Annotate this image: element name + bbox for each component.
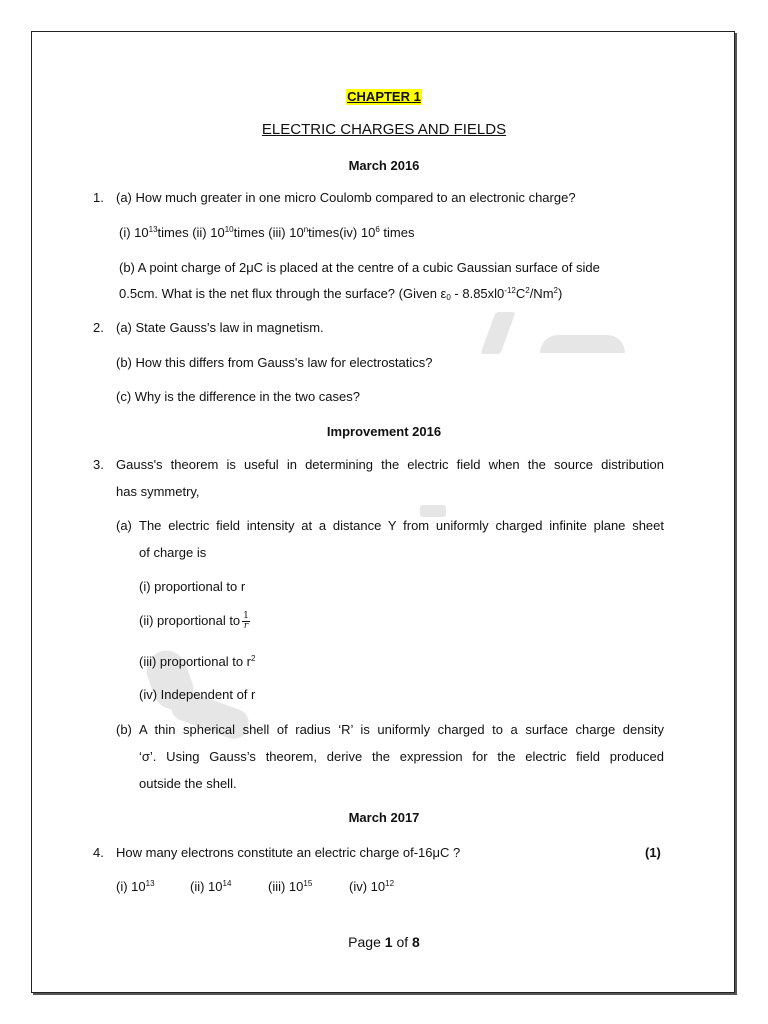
q1-options: (i) $10^{13}times$ (ii) $10^{10}times$ (iii) 10$^n$times(iv) $10^6$ times [119, 225, 415, 240]
q3-number: 3. [93, 457, 104, 472]
q1-number: 1. [93, 190, 104, 205]
q2-number: 2. [93, 320, 104, 335]
q3-line1: Gauss's theorem is useful in determining the electric field when the source distribution [116, 457, 664, 472]
q4-text: How many electrons constitute an electric charge of-16μC ? [116, 845, 461, 860]
q4-option-i: (i) $10^{13}$ [116, 879, 155, 894]
q4-option-iii: (iii) $10^{15}$ [268, 879, 313, 894]
q4-number: 4. [93, 845, 104, 860]
q3-part-a-line2: of charge is [139, 545, 207, 560]
q4-option-iv: (iv) $10^{12}$ [349, 879, 395, 894]
q3-part-b-label: (b) [116, 722, 132, 737]
q3-part-b-line1: A thin spherical shell of radius ‘R’ is uniformly charged to a surface charge density [139, 722, 664, 737]
fraction-one-over-r: $\frac{1}{r}$ [243, 611, 249, 631]
q1-part-a: (a) How much greater in one micro Coulomb compared to an electronic charge? [116, 190, 576, 205]
q3-option-i: (i) proportional to r [139, 579, 246, 594]
q1-part-b-line2: 0.5cm. What is the net flux through the surface? (Given $\varepsilon_0 - 8.85xl0^{-12}C^2/Nm^2$) [119, 286, 563, 302]
watermark-stroke [540, 335, 625, 353]
watermark-stroke [420, 505, 446, 517]
q3-part-b-line2: ‘σ’. Using Gauss’s theorem, derive the expression for the electric field produced [139, 749, 664, 764]
page-number: Page 1 of 8 [348, 934, 420, 950]
q3-part-b-line3: outside the shell. [139, 776, 237, 791]
q3-part-a-label: (a) [116, 518, 132, 533]
q3-option-iv: (iv) Independent of r [139, 687, 256, 702]
q2-part-a: (a) State Gauss's law in magnetism. [116, 320, 324, 335]
q2-part-c: (c) Why is the difference in the two cases? [116, 389, 360, 404]
q3-part-a-line1: The electric field intensity at a distance Y from uniformly charged infinite plane sheet [139, 518, 664, 533]
q4-marks: (1) [645, 845, 661, 860]
chapter-label: CHAPTER 1 [347, 89, 421, 104]
q3-option-ii: (ii) proportional to $\frac{1}{r}$ [139, 611, 249, 631]
section-improvement-2016: Improvement 2016 [326, 424, 442, 439]
chapter-heading [0, 89, 768, 105]
page-title: ELECTRIC CHARGES AND FIELDS [261, 121, 507, 138]
q3-option-iii: (iii) proportional to $r^2$ [139, 654, 256, 669]
q3-line2: has symmetry, [116, 484, 200, 499]
section-march-2016: March 2016 [348, 158, 420, 173]
section-march-2017: March 2017 [348, 810, 420, 825]
q1-part-b-line1: (b) A point charge of 2μC is placed at the centre of a cubic Gaussian surface of side [119, 260, 600, 275]
q4-option-ii: (ii) $10^{14}$ [190, 879, 232, 894]
q2-part-b: (b) How this differs from Gauss's law for electrostatics? [116, 355, 433, 370]
